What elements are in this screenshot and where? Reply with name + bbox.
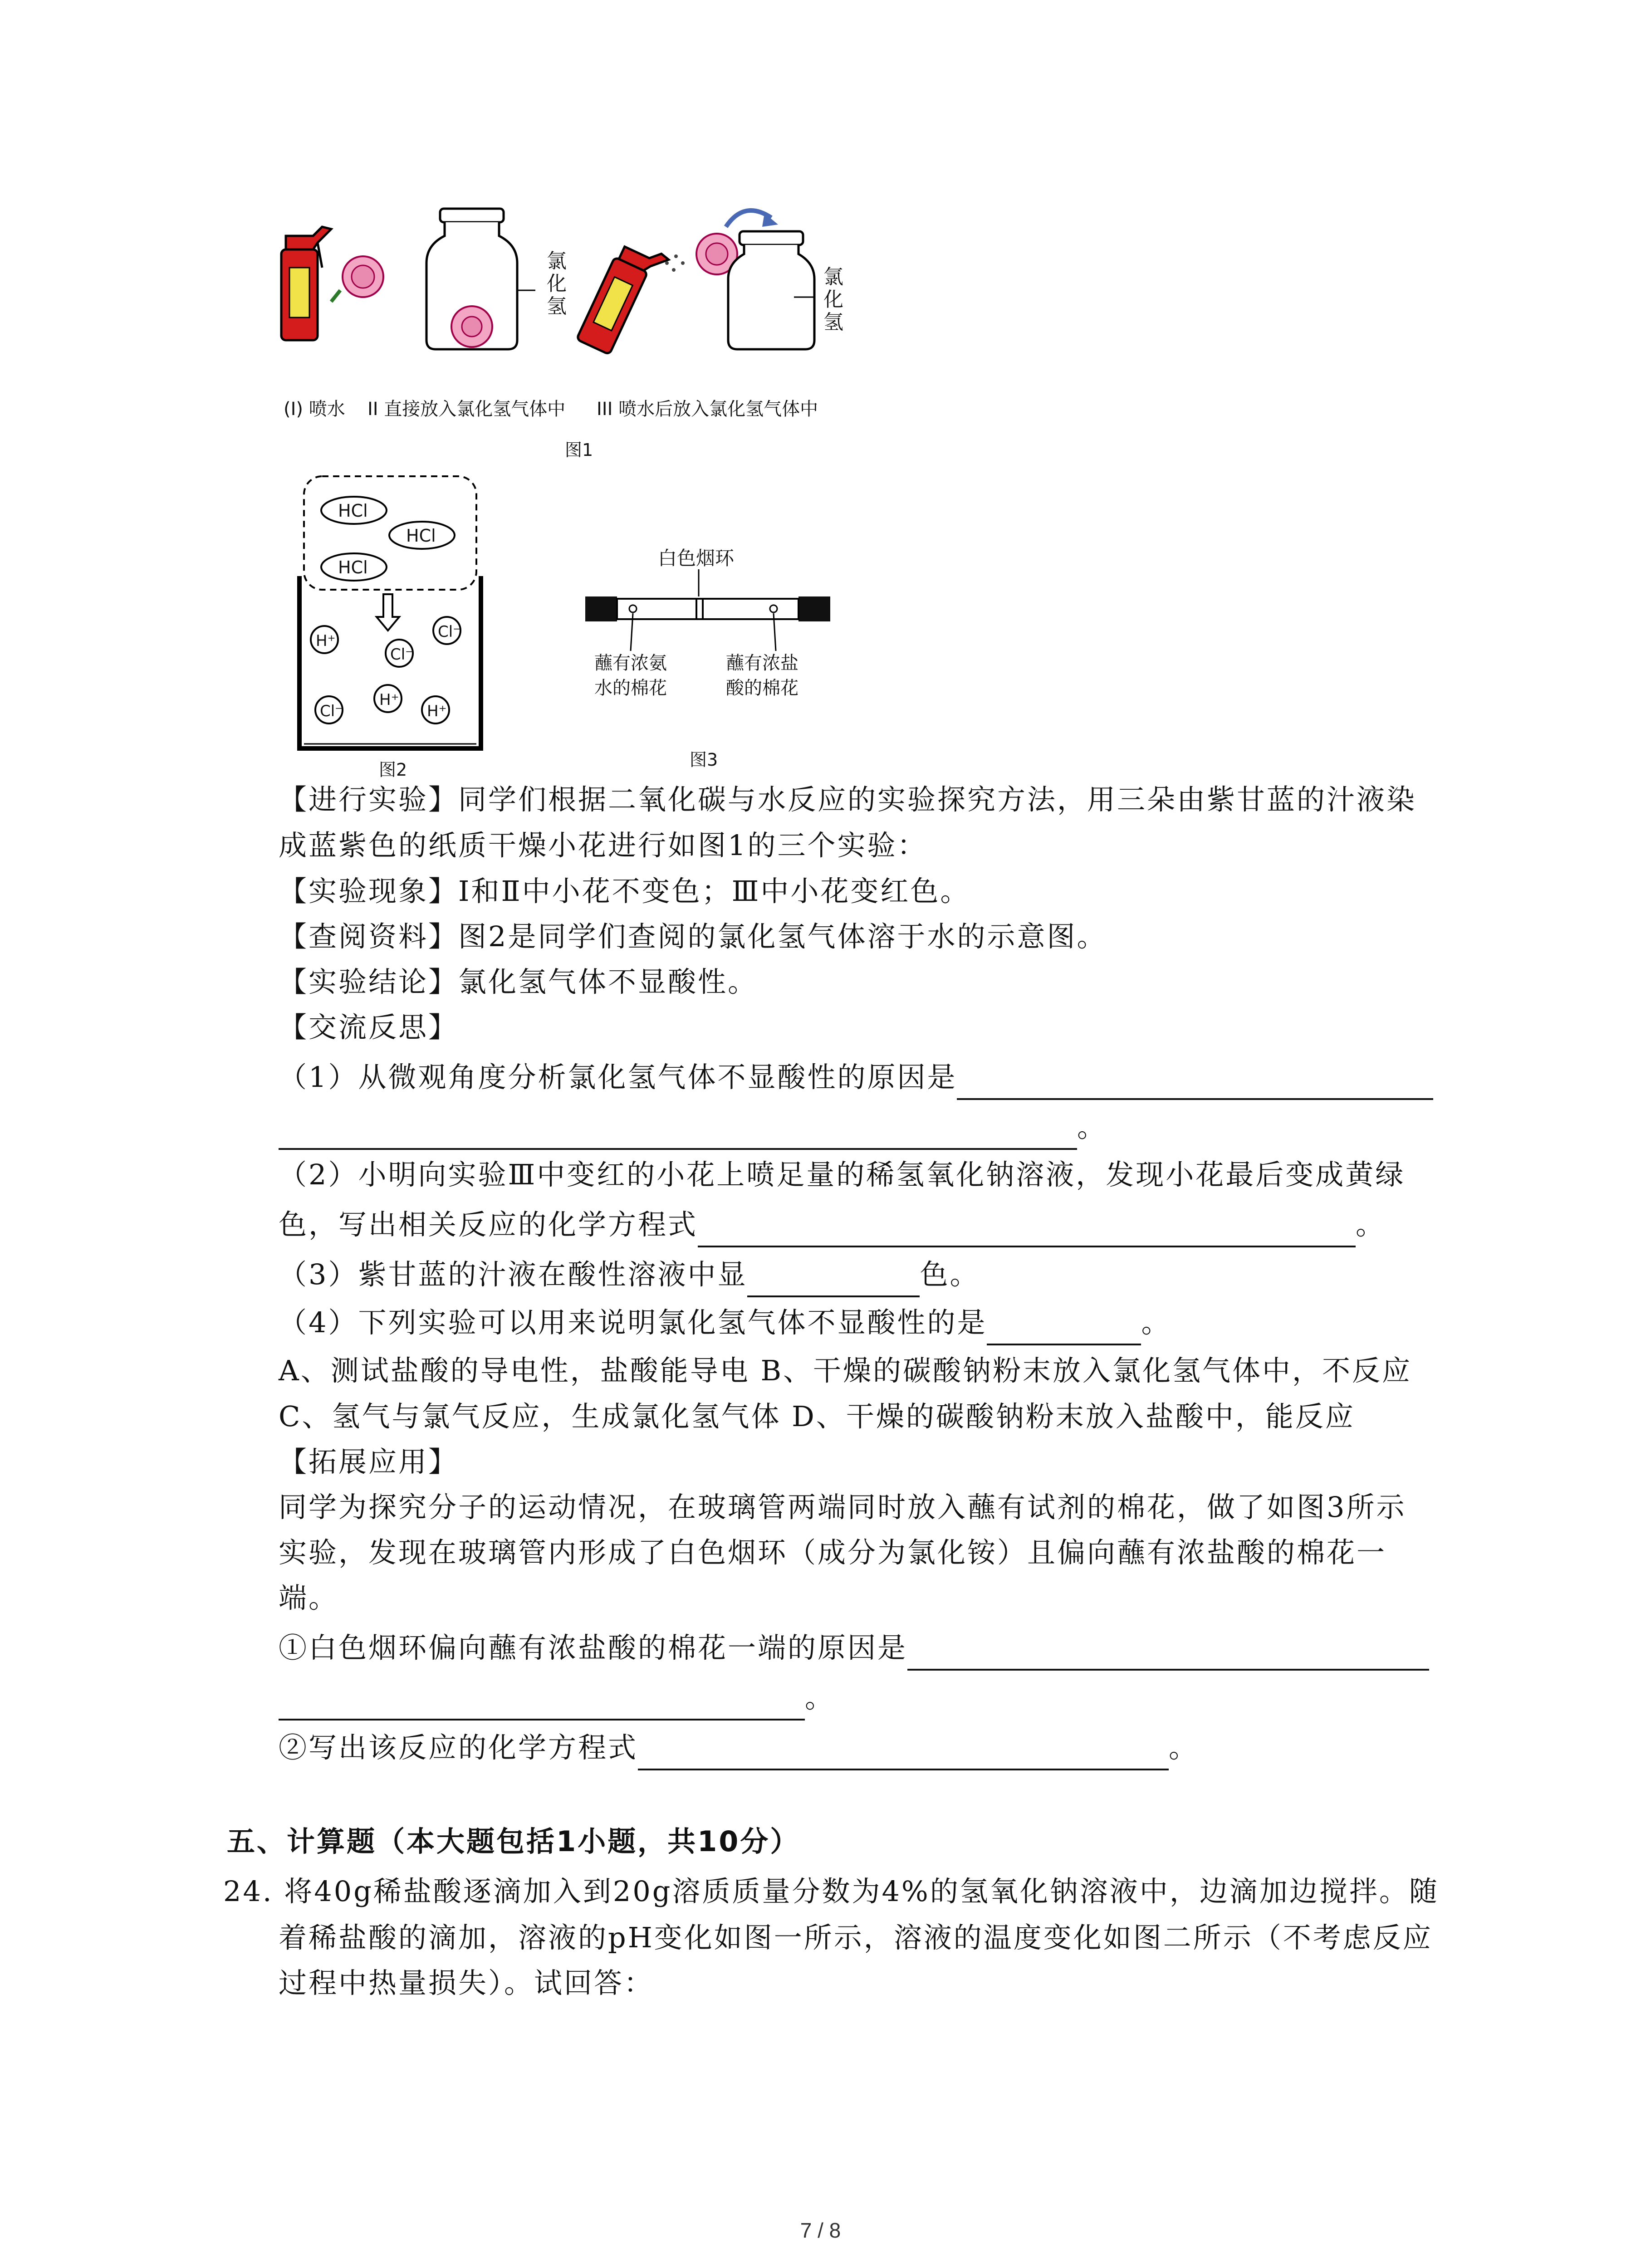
problem-24-line2: 着稀盐酸的滴加，溶液的pH变化如图一所示，溶液的温度变化如图二所示（不考虑反应	[279, 1921, 1433, 1954]
period: 。	[805, 1681, 835, 1714]
hcl-label-char-1: 氯	[547, 249, 567, 273]
question-2-text: 色，写出相关反应的化学方程式	[279, 1208, 698, 1241]
text-line: 【实验结论】氯化氢气体不显酸性。	[279, 965, 758, 998]
problem-24-line3: 过程中热量损失）。试回答：	[279, 1966, 654, 1999]
glass-tube	[585, 596, 830, 621]
text-line: 实验，发现在玻璃管内形成了白色烟环（成分为氯化铵）且偏向蘸有浓盐酸的棉花一	[279, 1536, 1387, 1569]
hcl-molecule	[389, 522, 455, 549]
options-cd: C、氢气与氯气反应，生成氯化氢气体 D、干燥的碳酸钠粉末放入盐酸中，能反应	[279, 1400, 1355, 1433]
sub-question-1-cont	[279, 1675, 835, 1721]
figure-3	[581, 535, 835, 771]
hcl-label-char-2: 化	[547, 272, 567, 295]
text-line: 端。	[279, 1581, 339, 1614]
sub-question-2-text: ②写出该反应的化学方程式	[279, 1731, 638, 1764]
figure3-caption: 图3	[690, 750, 718, 770]
period: 。	[1141, 1306, 1171, 1339]
hcl-molecule	[321, 497, 387, 524]
hcl-cotton-label-line2: 酸的棉花	[726, 678, 798, 699]
svg-text:Cl⁻: Cl⁻	[390, 645, 414, 664]
hcl-label-char-3: 氢	[547, 295, 567, 318]
hcl-label-char-3: 氢	[823, 311, 843, 334]
figure1-caption-ii: II 直接放入氯化氢气体中	[367, 399, 566, 420]
gas-jar-icon	[728, 231, 814, 349]
svg-text:HCl: HCl	[338, 557, 368, 577]
spray-bottle-icon	[281, 227, 331, 340]
question-2-line2	[279, 1202, 1386, 1247]
down-arrow-icon	[377, 594, 399, 631]
h-ion	[374, 685, 402, 712]
svg-text:Cl⁻: Cl⁻	[320, 702, 343, 720]
period: 。	[1356, 1208, 1386, 1241]
figure1-caption-i: (I) 喷水	[284, 399, 345, 420]
period: 。	[1169, 1731, 1199, 1764]
hcl-label-char-2: 化	[823, 288, 843, 311]
svg-text:HCl: HCl	[338, 501, 368, 521]
text-line: 成蓝紫色的纸质干燥小花进行如图1的三个实验：	[279, 829, 927, 862]
page-number: 7 / 8	[800, 2219, 841, 2242]
question-3-suffix: 色。	[920, 1258, 980, 1291]
figure-1	[272, 204, 862, 476]
hcl-label-char-1: 氯	[823, 265, 843, 288]
svg-text:H⁺: H⁺	[379, 691, 399, 709]
text-line: 同学为探究分子的运动情况，在玻璃管两端同时放入蘸有试剂的棉花，做了如图3所示	[279, 1491, 1406, 1524]
problem-24-line1: 24. 将40g稀盐酸逐滴加入到20g溶质质量分数为4%的氢氧化钠溶液中，边滴加边搅拌。随	[223, 1875, 1439, 1908]
white-smoke-ring-label: 白色烟环	[658, 547, 735, 569]
figure2-caption: 图2	[379, 760, 407, 780]
text-line: 【进行实验】同学们根据二氧化碳与水反应的实验探究方法，用三朵由紫甘蓝的汁液染	[279, 783, 1417, 816]
figure-2	[290, 472, 490, 780]
question-1-cont	[279, 1105, 1107, 1150]
cl-ion	[433, 617, 461, 644]
extension-heading: 【拓展应用】	[279, 1445, 459, 1478]
sub-question-1-text: ①白色烟环偏向蘸有浓盐酸的棉花一端的原因是	[279, 1631, 908, 1664]
question-4-text: （4）下列实验可以用来说明氯化氢气体不显酸性的是	[279, 1306, 987, 1339]
svg-text:H⁺: H⁺	[427, 702, 447, 720]
text-line: 【交流反思】	[279, 1011, 459, 1044]
svg-text:H⁺: H⁺	[316, 632, 336, 650]
cl-ion	[315, 696, 343, 723]
figure1-caption: 图1	[565, 440, 593, 460]
question-4	[279, 1300, 1171, 1345]
sub-question-2	[279, 1725, 1199, 1770]
question-3	[279, 1252, 980, 1297]
ammonia-cotton-label-line2: 水的棉花	[594, 678, 667, 699]
answer-blank-1b[interactable]	[279, 1116, 1077, 1150]
text-line: 【查阅资料】图2是同学们查阅的氯化氢气体溶于水的示意图。	[279, 920, 1107, 953]
h-ion	[422, 696, 449, 723]
curved-arrow-icon	[726, 210, 778, 227]
question-2-line1: （2）小明向实验Ⅲ中变红的小花上喷足量的稀氢氧化钠溶液，发现小花最后变成黄绿	[279, 1158, 1406, 1191]
svg-text:HCl: HCl	[406, 526, 436, 546]
question-1-text: （1）从微观角度分析氯化氢气体不显酸性的原因是	[279, 1061, 957, 1094]
section-heading: 五、计算题（本大题包括1小题，共10分）	[227, 1825, 800, 1858]
ammonia-cotton-label-line1: 蘸有浓氨	[594, 653, 667, 674]
hcl-molecule	[321, 553, 387, 581]
period: 。	[1077, 1110, 1107, 1144]
answer-blank-2[interactable]	[698, 1214, 1356, 1247]
sub-question-1	[279, 1625, 1429, 1671]
answer-blank-1a[interactable]	[957, 1066, 1433, 1100]
hcl-cotton-label-line1: 蘸有浓盐	[726, 653, 798, 674]
h-ion	[311, 626, 338, 653]
spray-mist-icon	[665, 254, 685, 272]
answer-blank-4[interactable]	[987, 1312, 1141, 1345]
question-3-text: （3）紫甘蓝的汁液在酸性溶液中显	[279, 1258, 748, 1291]
answer-blank-6[interactable]	[638, 1737, 1169, 1770]
cl-ion	[386, 640, 413, 667]
answer-blank-5a[interactable]	[907, 1637, 1429, 1671]
options-ab: A、测试盐酸的导电性，盐酸能导电 B、干燥的碳酸钠粉末放入氯化氢气体中，不反应	[279, 1354, 1412, 1387]
spray-bottle-icon	[577, 236, 670, 360]
text-line: 【实验现象】Ⅰ和Ⅱ中小花不变色；Ⅲ中小花变红色。	[279, 875, 970, 908]
answer-blank-5b[interactable]	[279, 1687, 805, 1721]
svg-text:Cl⁻: Cl⁻	[438, 623, 461, 641]
question-1	[279, 1055, 1433, 1100]
answer-blank-3[interactable]	[747, 1264, 920, 1297]
flower-icon	[331, 256, 383, 302]
gas-jar-icon	[426, 209, 535, 349]
figure1-caption-iii: III 喷水后放入氯化氢气体中	[597, 399, 818, 420]
